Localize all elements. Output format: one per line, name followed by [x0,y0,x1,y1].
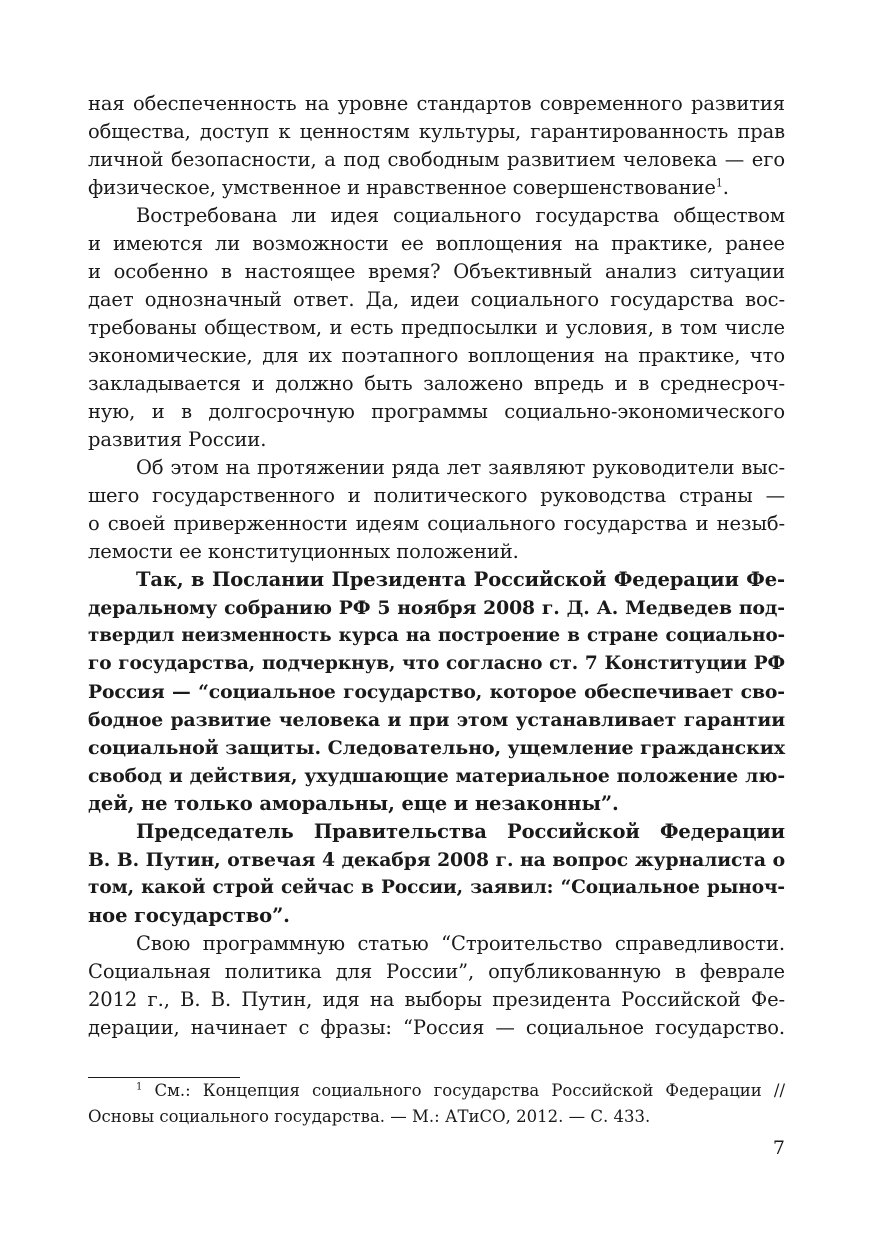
page-number: 7 [772,1137,785,1159]
text-line: бодное развитие человека и при этом устанавливает гарантии [88,709,785,731]
text-line: 2012 г., В. В. Путин, идя на выборы президента Российской Фе- [88,988,785,1011]
text-line: закладывается и должно быть заложено впредь и в среднесроч- [88,372,785,395]
text-line: шего государственного и политического руководства страны — [88,484,785,507]
text-line: экономические, для их поэтапного воплощения на практике, что [88,344,785,367]
text-line [88,174,785,202]
text-line: лемости ее конституционных положений. [88,540,519,563]
footnote-line: Основы социального государства. — М.: АТиСО, 2012. — С. 433. [88,1107,651,1126]
text-line: твердил неизменность курса на построение в стране социально- [88,625,785,646]
text-line: дей, не только аморальны, еще и незаконны”. [88,792,619,815]
paragraph-6 [88,930,785,1042]
footnote-reference[interactable]: 1 [715,176,723,190]
text-line: требованы обществом, и есть предпосылки и условия, в том числе [88,316,785,339]
text-line: и имеются ли возможности ее воплощения на практике, ранее [88,232,785,255]
text-line: и особенно в настоящее время? Объективный анализ ситуации [88,260,785,283]
text-line: дает однозначный ответ. Да, идеи социального государства вос- [88,288,785,311]
text-line: Об этом на протяжении ряда лет заявляют руководители выс- [136,456,785,479]
paragraph-1 [88,90,785,202]
text-line: Социальная политика для России”, опубликованную в феврале [88,960,785,983]
text-line: ное государство”. [88,904,290,927]
footnote-marker: 1 [136,1081,143,1093]
paragraph-5-bold [88,818,785,930]
text-line: го государства, подчеркнув, что согласно ст. 7 Конституции РФ [88,653,785,674]
text-line: деральному собранию РФ 5 ноября 2008 г. Д. А. Медведев под- [88,597,785,619]
text-line-content: физическое, умственное и нравственное совершенствование [88,176,716,199]
footnote-text: См.: Концепция социального государства Российской Федерации // [142,1081,785,1100]
text-line: развития России. [88,428,267,451]
paragraph-2 [88,202,785,454]
text-line-end: . [722,176,729,199]
footnote-line [88,1078,785,1104]
text-line: личной безопасности, а под свободным развитием человека — его [88,148,785,171]
page-body [88,90,785,1042]
paragraph-4-bold [88,566,785,818]
text-line: ная обеспеченность на уровне стандартов современного развития [88,92,785,115]
text-line: о своей приверженности идеям социального государства и незыб- [88,512,785,535]
text-line: общества, доступ к ценностям культуры, гарантированность прав [88,120,785,143]
text-line: свобод и действия, ухудшающие материальное положение лю- [88,765,785,787]
text-line: том, какой строй сейчас в России, заявил: “Социальное рыноч- [88,877,785,898]
text-line: дерации, начинает с фразы: “Россия — социальное государство. [88,1016,785,1039]
text-line: В. В. Путин, отвечая 4 декабря 2008 г. на вопрос журналиста о [88,849,785,871]
text-line: Свою программную статью “Строительство справедливости. [136,932,785,955]
text-line: социальной защиты. Следовательно, ущемление гражданских [88,737,785,759]
text-line: Председатель Правительства Российской Федерации [136,820,785,843]
text-line: Востребована ли идея социального государства обществом [136,204,785,227]
paragraph-3 [88,454,785,566]
text-line: Так, в Послании Президента Российской Федерации Фе- [136,568,785,591]
footnote [88,1078,785,1130]
text-line: Россия — “социальное государство, которое обеспечивает сво- [88,681,785,703]
text-line: ную, и в долгосрочную программы социально-экономического [88,400,785,423]
